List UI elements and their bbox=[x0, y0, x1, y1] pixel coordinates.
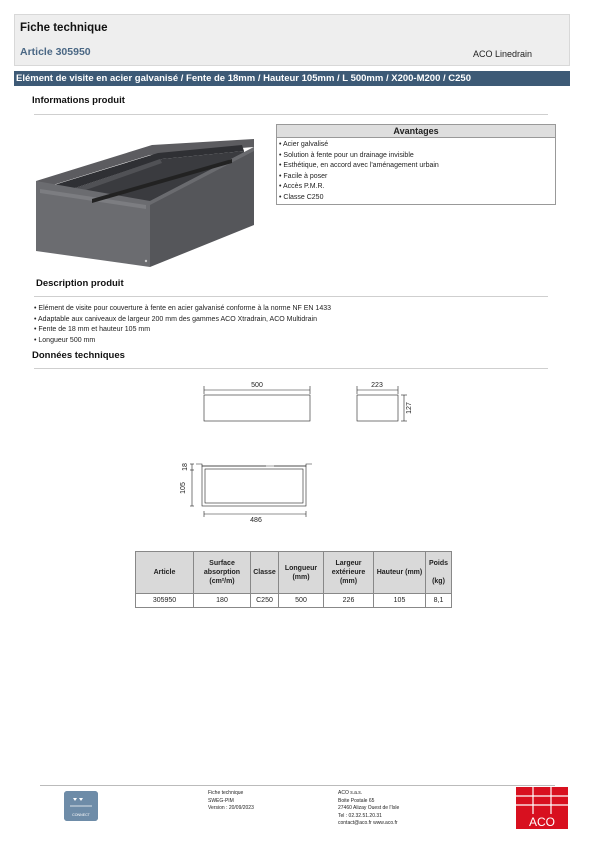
footer-line: Fiche technique bbox=[208, 790, 244, 796]
footer-line: ACO s.a.s. bbox=[338, 790, 363, 796]
footer-line: SWEG-PIM bbox=[208, 797, 234, 804]
table-cell: 180 bbox=[194, 594, 251, 608]
list-item: • Esthétique, en accord avec l'aménagement urbain bbox=[279, 162, 439, 170]
table-header: Longueur (mm) bbox=[279, 552, 324, 594]
section-desc-heading: Description produit bbox=[36, 278, 124, 289]
table-cell: 500 bbox=[279, 594, 324, 608]
brand-line: ACO Linedrain bbox=[472, 49, 532, 59]
table-cell: 226 bbox=[324, 594, 374, 608]
list-item: • Elément de visite pour couverture à fente en acier galvanisé conforme à la norme NF EN 1433 bbox=[34, 305, 331, 312]
advantages-heading: Avantages bbox=[277, 125, 555, 138]
section-divider bbox=[34, 296, 548, 297]
section-divider bbox=[34, 114, 548, 115]
footer-line: Version : 20/09/2023 bbox=[208, 805, 254, 811]
table-header: Hauteur (mm) bbox=[374, 552, 426, 594]
advantages-list bbox=[277, 138, 555, 204]
header-box bbox=[14, 14, 570, 66]
table-header: Largeur extérieure (mm) bbox=[324, 552, 374, 594]
list-item: • Facile à poser bbox=[279, 172, 328, 180]
connect-logo bbox=[64, 791, 98, 821]
doc-title: Fiche technique bbox=[20, 22, 108, 34]
table-header: Surface absorption (cm²/m) bbox=[194, 552, 251, 594]
aco-logo-text: ACO bbox=[528, 815, 556, 829]
footer-doc-info bbox=[208, 790, 254, 813]
dim-width: 223 bbox=[371, 382, 383, 389]
table-cell: 305950 bbox=[136, 594, 194, 608]
table-cell: 105 bbox=[374, 594, 426, 608]
footer-line: Boite Postale 65 bbox=[338, 797, 375, 804]
dim-inner-height: 105 bbox=[180, 482, 187, 494]
list-item: • Solution à fente pour un drainage invisible bbox=[279, 151, 414, 159]
dim-inner-length: 486 bbox=[250, 517, 262, 524]
list-item: • Adaptable aux caniveaux de largeur 200 mm des gammes ACO Xtradrain, ACO Multidrain bbox=[34, 315, 317, 323]
footer-divider bbox=[40, 785, 555, 786]
list-item: • Accès P.M.R. bbox=[279, 183, 325, 191]
weight-unit: (kg) bbox=[432, 578, 445, 585]
tech-data-table bbox=[135, 551, 452, 608]
list-item: • Fente de 18 mm et hauteur 105 mm bbox=[34, 326, 151, 333]
technical-drawings bbox=[0, 370, 595, 530]
dim-slot: 18 bbox=[182, 463, 189, 471]
aco-logo bbox=[516, 787, 568, 829]
article-number: Article 305950 bbox=[20, 46, 91, 58]
section-info-heading: Informations produit bbox=[32, 95, 125, 106]
list-item: • Acier galvalisé bbox=[279, 141, 329, 148]
product-image bbox=[32, 133, 262, 271]
advantages-box bbox=[276, 124, 556, 205]
table-header: Classe bbox=[251, 552, 279, 594]
description-list bbox=[34, 304, 331, 346]
connect-logo-label: CONNECT bbox=[72, 813, 90, 817]
footer-line: 27460 Alizay Ouest de l'Isle bbox=[338, 805, 400, 811]
dim-height: 127 bbox=[406, 402, 413, 414]
section-divider bbox=[34, 368, 548, 369]
table-header: Article bbox=[136, 552, 194, 594]
dim-length: 500 bbox=[251, 382, 263, 389]
list-item: • Longueur 500 mm bbox=[34, 336, 96, 344]
table-cell: C250 bbox=[251, 594, 279, 608]
footer-line: Tel : 02.32.51.20.31 bbox=[338, 812, 382, 819]
section-tech-heading: Données techniques bbox=[32, 350, 125, 361]
product-title-bar: Elément de visite en acier galvanisé / Fente de 18mm / Hauteur 105mm / L 500mm / X200-M200 / C250 bbox=[14, 71, 570, 86]
table-header-weight bbox=[426, 552, 452, 594]
list-item: • Classe C250 bbox=[279, 193, 324, 201]
footer-company-info bbox=[338, 790, 399, 828]
table-cell: 8,1 bbox=[426, 594, 452, 608]
weight-label: Poids bbox=[428, 560, 449, 567]
table-row bbox=[136, 594, 452, 608]
footer-line: contact@aco.fr www.aco.fr bbox=[338, 820, 398, 826]
